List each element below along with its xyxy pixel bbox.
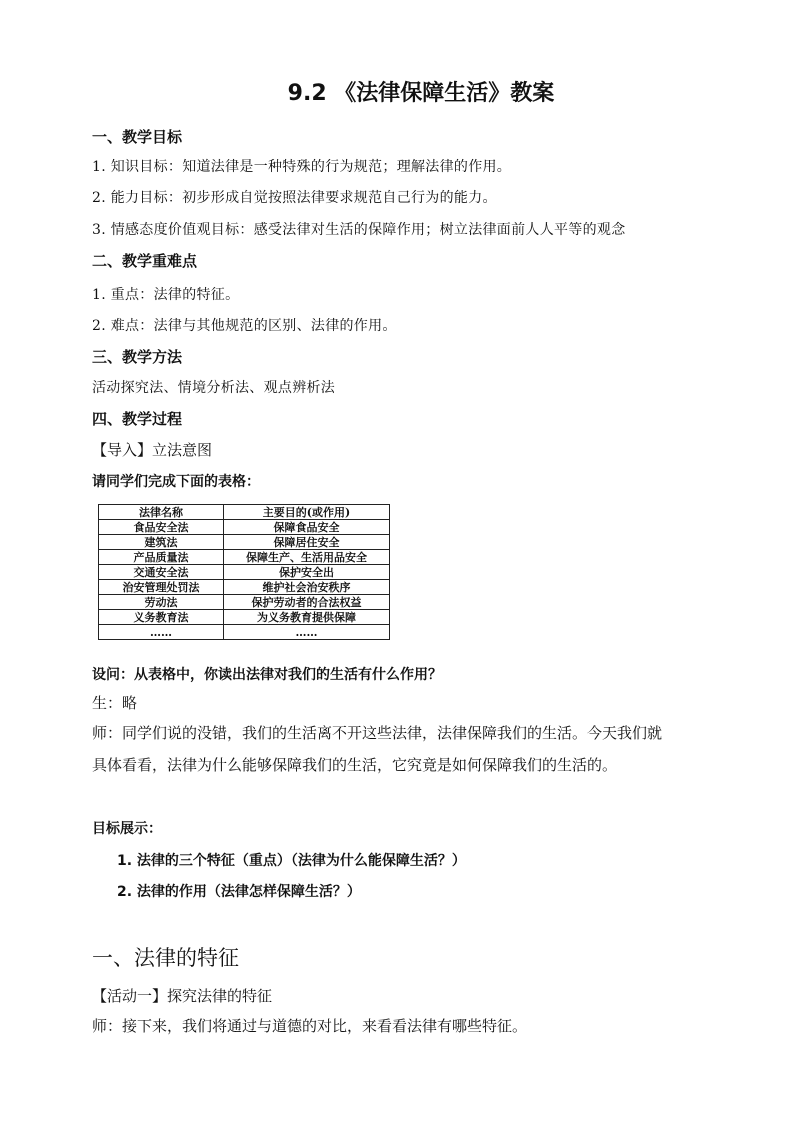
table-cell: 保障生产、生活用品安全 <box>224 550 390 565</box>
objective-item: 1. 知识目标：知道法律是一种特殊的行为规范；理解法律的作用。 <box>92 159 512 175</box>
table-row <box>99 565 390 580</box>
table-cell: 维护社会治安秩序 <box>224 580 390 595</box>
table-header-cell: 法律名称 <box>99 505 224 520</box>
table-cell: 建筑法 <box>99 535 224 550</box>
table-row <box>99 610 390 625</box>
table-cell: 保护安全出 <box>224 565 390 580</box>
table-row <box>99 595 390 610</box>
table-cell: 劳动法 <box>99 595 224 610</box>
table-cell: 为义务教育提供保障 <box>224 610 390 625</box>
table-prompt: 请同学们完成下面的表格： <box>92 474 260 490</box>
activity-label: 【活动一】探究法律的特征 <box>92 987 273 1005</box>
table-header-row <box>99 505 390 520</box>
section-heading-process: 四、教学过程 <box>92 410 183 428</box>
teacher-remark-line: 具体看看，法律为什么能够保障我们的生活，它究竟是如何保障我们的生活的。 <box>92 756 618 774</box>
table-cell: 保护劳动者的合法权益 <box>224 595 390 610</box>
key-point-item: 1. 重点：法律的特征。 <box>92 287 240 303</box>
law-purpose-table <box>98 504 390 640</box>
table-cell: 保障食品安全 <box>224 520 390 535</box>
objective-item: 2. 能力目标：初步形成自觉按照法律要求规范自己行为的能力。 <box>92 190 497 206</box>
part-heading: 一、法律的特征 <box>92 946 239 970</box>
intro-label: 【导入】立法意图 <box>92 441 213 459</box>
table-header-cell: 主要目的(或作用) <box>224 505 390 520</box>
table-cell: 产品质量法 <box>99 550 224 565</box>
goals-label: 目标展示： <box>92 821 162 837</box>
table-cell: …… <box>99 625 224 640</box>
table-cell: …… <box>224 625 390 640</box>
table-row <box>99 625 390 640</box>
table-cell: 食品安全法 <box>99 520 224 535</box>
page-title: 9.2 《法律保障生活》教案 <box>287 81 555 106</box>
key-point-item: 2. 难点：法律与其他规范的区别、法律的作用。 <box>92 318 397 334</box>
teacher-remark-line: 师：同学们说的没错，我们的生活离不开这些法律，法律保障我们的生活。今天我们就 <box>92 724 663 742</box>
objective-item: 3. 情感态度价值观目标：感受法律对生活的保障作用；树立法律面前人人平等的观念 <box>92 222 626 238</box>
table-cell: 义务教育法 <box>99 610 224 625</box>
table-cell: 保障居住安全 <box>224 535 390 550</box>
table-row <box>99 550 390 565</box>
section-heading-key-points: 二、教学重难点 <box>92 252 198 270</box>
question-text: 设问：从表格中，你读出法律对我们的生活有什么作用？ <box>92 667 442 683</box>
student-answer: 生：略 <box>92 694 138 712</box>
table-row <box>99 580 390 595</box>
methods-text: 活动探究法、情境分析法、观点辨析法 <box>92 380 336 396</box>
section-heading-methods: 三、教学方法 <box>92 348 183 366</box>
section-heading-objectives: 一、教学目标 <box>92 128 183 146</box>
teacher-remark: 师：接下来，我们将通过与道德的对比，来看看法律有哪些特征。 <box>92 1017 528 1035</box>
table-cell: 治安管理处罚法 <box>99 580 224 595</box>
table-row <box>99 535 390 550</box>
goal-item: 1. 法律的三个特征（重点）（法律为什么能保障生活？） <box>117 853 466 869</box>
table-cell: 交通安全法 <box>99 565 224 580</box>
table-row <box>99 520 390 535</box>
goal-item: 2. 法律的作用（法律怎样保障生活？） <box>117 884 361 900</box>
